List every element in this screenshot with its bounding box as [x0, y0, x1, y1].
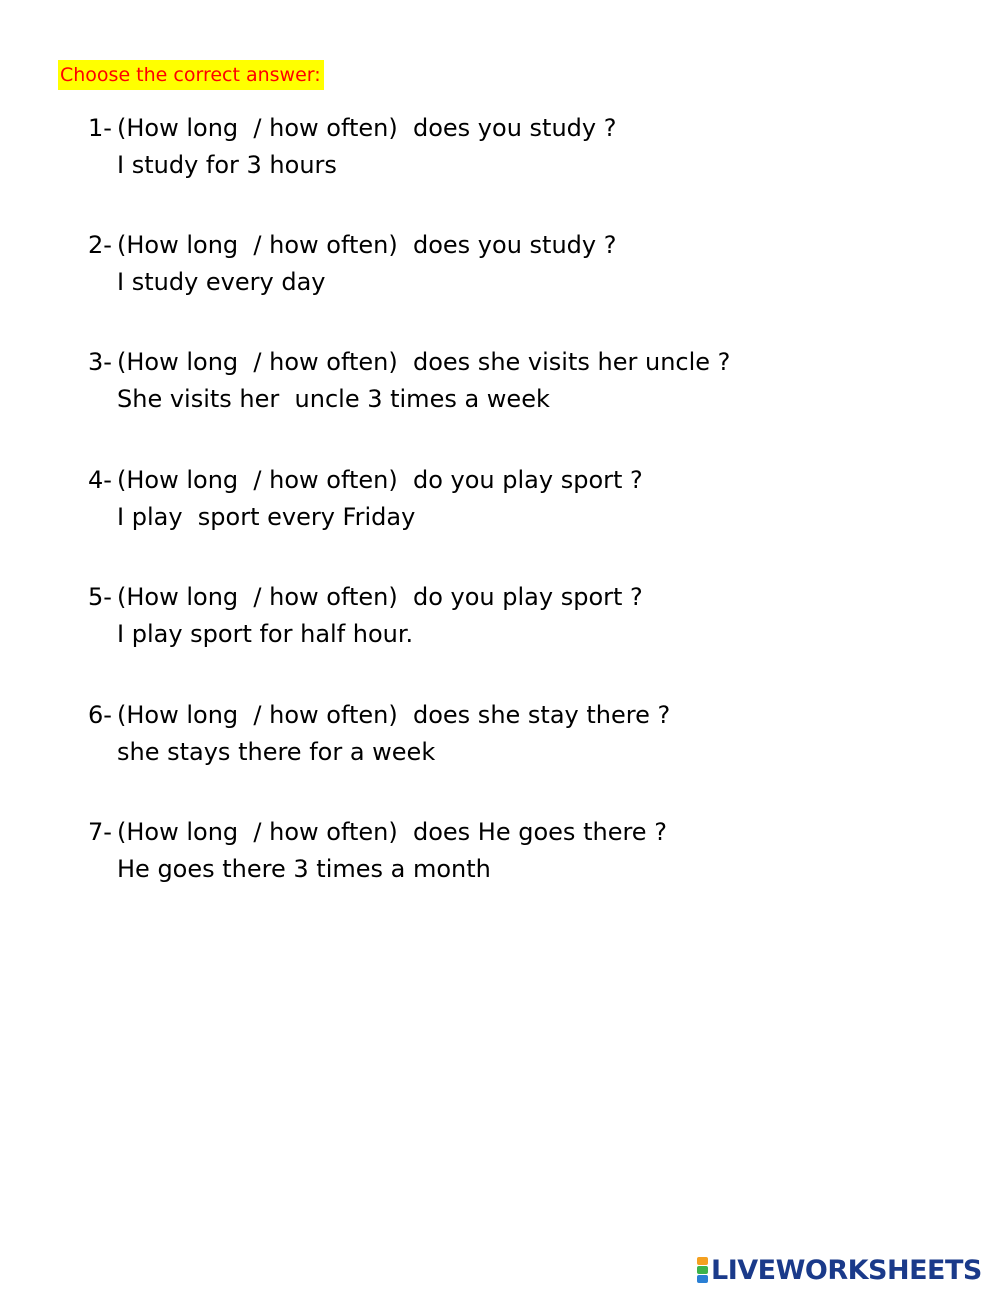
question-number: 7- [88, 818, 112, 846]
question-item-1 [88, 110, 968, 190]
question-number: 4- [88, 466, 112, 494]
answer-choice-dropdown[interactable]: (How long / how often) [117, 818, 398, 846]
answer-choice-dropdown[interactable]: (How long / how often) [117, 583, 398, 611]
answer-statement: she stays there for a week [117, 738, 436, 766]
answer-choice-dropdown[interactable]: (How long / how often) [117, 348, 398, 376]
liveworksheets-logo [697, 1253, 982, 1287]
question-number: 2- [88, 231, 112, 259]
question-text: does she visits her uncle ? [397, 348, 731, 376]
question-item-4 [88, 462, 968, 542]
question-item-5 [88, 579, 968, 659]
question-line [88, 227, 968, 263]
answer-statement: He goes there 3 times a month [117, 855, 491, 883]
answer-choice-dropdown[interactable]: (How long / how often) [117, 466, 398, 494]
question-line [88, 462, 968, 498]
question-text: do you play sport ? [397, 466, 643, 494]
question-number: 3- [88, 348, 112, 376]
question-item-2 [88, 227, 968, 307]
question-line [88, 814, 968, 850]
answer-statement: I play sport every Friday [117, 503, 416, 531]
question-item-3 [88, 344, 968, 424]
answer-statement: She visits her uncle 3 times a week [117, 385, 550, 413]
logo-block-3 [697, 1275, 708, 1283]
question-line [88, 579, 968, 615]
question-item-7 [88, 814, 968, 894]
answer-statement: I study every day [117, 268, 326, 296]
question-number: 6- [88, 701, 112, 729]
question-item-6 [88, 697, 968, 777]
answer-choice-dropdown[interactable]: (How long / how often) [117, 701, 398, 729]
question-number: 1- [88, 114, 112, 142]
answer-statement: I study for 3 hours [117, 151, 337, 179]
question-text: does you study ? [397, 231, 617, 259]
question-line [88, 110, 968, 146]
answer-statement: I play sport for half hour. [117, 620, 414, 648]
answer-choice-dropdown[interactable]: (How long / how often) [117, 231, 398, 259]
logo-block-2 [697, 1266, 708, 1274]
question-text: does He goes there ? [397, 818, 667, 846]
question-text: does you study ? [397, 114, 617, 142]
question-text: does she stay there ? [397, 701, 671, 729]
logo-block-1 [697, 1257, 708, 1265]
logo-text: LIVEWORKSHEETS [711, 1254, 982, 1286]
logo-blocks-icon [697, 1257, 708, 1283]
question-number: 5- [88, 583, 112, 611]
answer-choice-dropdown[interactable]: (How long / how often) [117, 114, 398, 142]
instruction-label: Choose the correct answer: [58, 60, 324, 90]
question-line [88, 697, 968, 733]
question-text: do you play sport ? [397, 583, 643, 611]
question-line [88, 344, 968, 380]
